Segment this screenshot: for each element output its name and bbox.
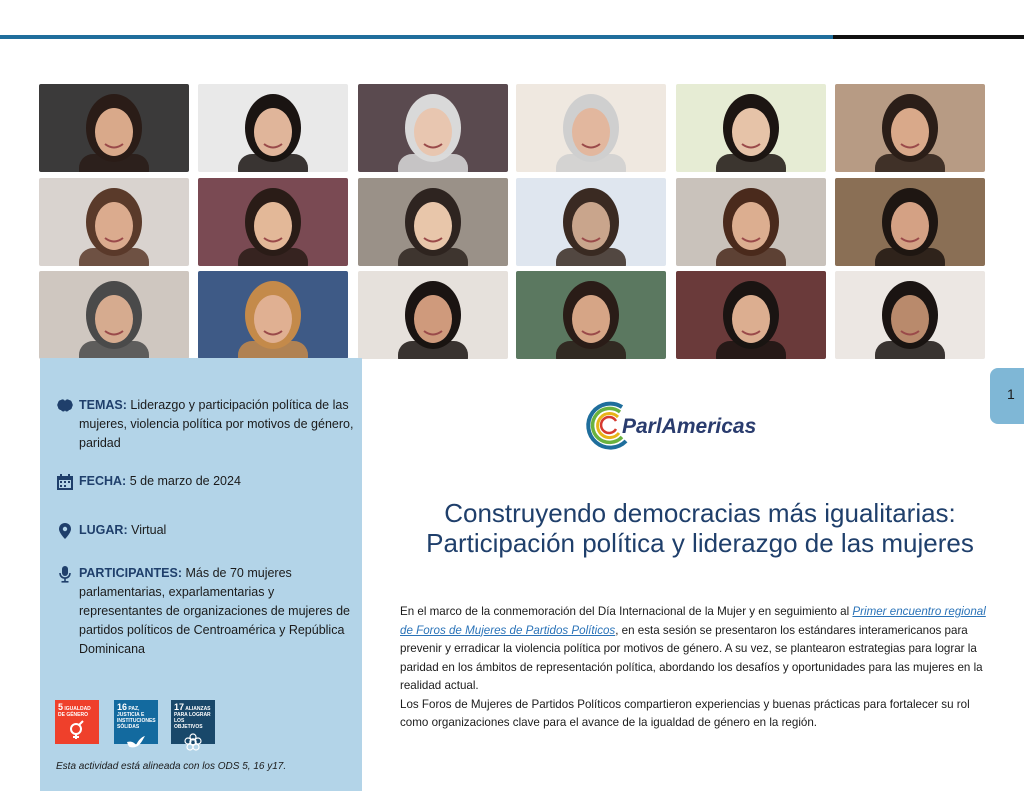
participant-photo xyxy=(358,271,508,359)
location-pin-icon xyxy=(56,522,74,540)
participant-photo xyxy=(516,84,666,172)
page-title xyxy=(380,498,1020,558)
gender-equality-icon xyxy=(66,720,86,740)
participant-photo xyxy=(516,178,666,266)
participant-photo xyxy=(516,271,666,359)
top-rule-blue xyxy=(0,35,833,39)
temas-label: TEMAS: xyxy=(79,398,127,412)
microphone-icon xyxy=(56,565,74,583)
participant-photo xyxy=(676,271,826,359)
lugar-text: Virtual xyxy=(131,523,167,537)
lugar-label: LUGAR: xyxy=(79,523,128,537)
participant-photo xyxy=(835,178,985,266)
sdg-5-text: IGUALDAD DE GÉNERO xyxy=(58,706,91,718)
temas-text: Liderazgo y participación política de las mujeres, violencia política por motivos de género, paridad xyxy=(79,398,354,450)
sdg-16-text: PAZ, JUSTICIA E INSTITUCIONES SÓLIDAS xyxy=(117,706,156,730)
brain-icon xyxy=(56,397,74,415)
participant-photo xyxy=(39,271,189,359)
body-text xyxy=(400,603,990,733)
sdg-17-text: ALIANZAS PARA LOGRAR LOS OBJETIVOS xyxy=(174,706,211,730)
body-p1-before: En el marco de la conmemoración del Día Internacional de la Mujer y en seguimiento al xyxy=(400,605,853,618)
sdg-17-number: 17 xyxy=(174,702,185,712)
lugar-row xyxy=(56,521,356,540)
title-line-1: Construyendo democracias más igualitarias: xyxy=(444,498,956,528)
participantes-label: PARTICIPANTES: xyxy=(79,566,183,580)
participant-photo xyxy=(676,178,826,266)
participant-photo xyxy=(676,84,826,172)
page-number: 1 xyxy=(1007,386,1015,402)
participantes-row xyxy=(56,564,356,659)
participant-photo xyxy=(39,178,189,266)
logo-wordmark: ParlAmericas xyxy=(622,415,757,438)
sdg-16-badge xyxy=(114,700,158,744)
participant-photo xyxy=(198,178,348,266)
sdg-note: Esta actividad está alineada con los ODS 5, 16 y17. xyxy=(56,761,287,772)
participant-photo xyxy=(39,84,189,172)
top-rule-black xyxy=(833,35,1024,39)
participant-photo xyxy=(835,84,985,172)
participant-photo xyxy=(835,271,985,359)
body-p1-after: , en esta sesión se presentaron los estándares interamericanos para prevenir y erradicar la violencia política por motivos de género. A su vez, se plantearon estrategias para lograr la paridad en los ámbitos de representación política, abordando los desafíos y oportunidades para las mujeres en la realidad actual. xyxy=(400,623,983,692)
partnership-flower-icon xyxy=(183,732,203,752)
sdg-5-badge xyxy=(55,700,99,744)
fecha-row xyxy=(56,472,356,491)
body-p2: Los Foros de Mujeres de Partidos Políticos compartieron experiencias y buenas prácticas para fortalecer su rol como organizaciones clave para el avance de la igualdad de género en la región. xyxy=(400,697,970,729)
sdg-17-badge xyxy=(171,700,215,744)
title-line-2: Participación política y liderazgo de las mujeres xyxy=(426,528,974,558)
participant-photo xyxy=(198,84,348,172)
participantes-text: Más de 70 mujeres parlamentarias, exparlamentarias y representantes de organizaciones de mujeres de partidos políticos de Centroamérica y República Dominicana xyxy=(79,566,351,656)
dove-icon xyxy=(125,732,147,750)
fecha-label: FECHA: xyxy=(79,474,127,488)
fecha-text: 5 de marzo de 2024 xyxy=(129,474,241,488)
sdg-5-number: 5 xyxy=(58,702,64,712)
participant-photo xyxy=(358,84,508,172)
sdg-16-number: 16 xyxy=(117,702,128,712)
primer-encuentro-link[interactable]: Primer encuentro regional de Foros de Mujeres de Partidos Políticos xyxy=(400,605,986,637)
calendar-icon xyxy=(56,473,74,491)
participant-photo xyxy=(358,178,508,266)
participant-photo xyxy=(198,271,348,359)
temas-row xyxy=(56,396,356,453)
